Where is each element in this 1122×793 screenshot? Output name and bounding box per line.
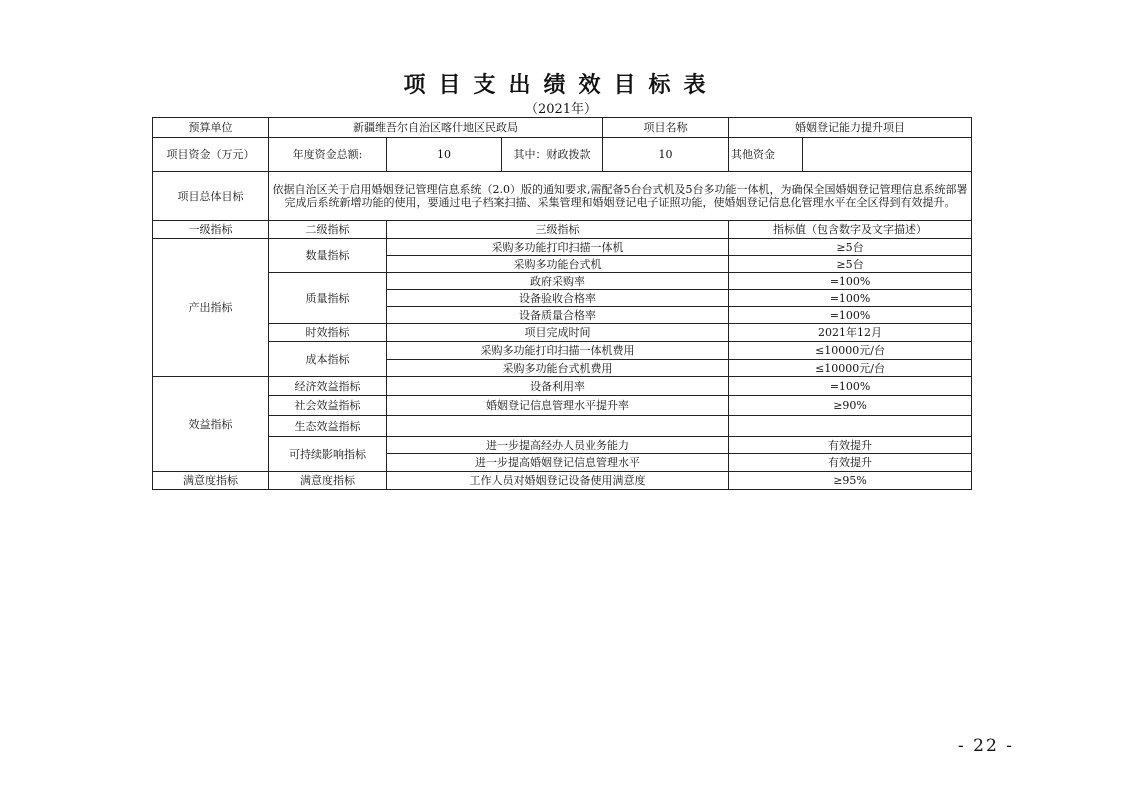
table-row — [153, 377, 972, 396]
indicator-cell: 设备利用率 — [387, 377, 729, 396]
indicator-cell: 项目完成时间 — [387, 324, 729, 342]
value-header: 指标值（包含数字及文字描述） — [729, 221, 972, 239]
level2-quality: 质量指标 — [269, 273, 387, 324]
indicator-cell: 进一步提高婚姻登记信息管理水平 — [387, 454, 729, 472]
indicator-cell: 采购多功能打印扫描一体机 — [387, 239, 729, 256]
other-funds-value — [803, 138, 972, 172]
table-row — [153, 239, 972, 256]
table-row — [153, 437, 972, 454]
budget-unit-value: 新疆维吾尔自治区喀什地区民政局 — [269, 118, 603, 138]
goal-row — [153, 172, 972, 221]
indicator-cell: 进一步提高经办人员业务能力 — [387, 437, 729, 454]
performance-table — [152, 117, 972, 490]
level2-header: 二级指标 — [269, 221, 387, 239]
value-cell: 有效提升 — [729, 454, 972, 472]
annual-total-value: 10 — [387, 138, 502, 172]
table-row — [153, 396, 972, 416]
indicator-cell: 政府采购率 — [387, 273, 729, 290]
value-cell: 有效提升 — [729, 437, 972, 454]
fiscal-label: 其中：财政拨款 — [502, 138, 603, 172]
value-cell: =100% — [729, 377, 972, 396]
indicator-cell: 设备质量合格率 — [387, 307, 729, 324]
level2-sustainable: 可持续影响指标 — [269, 437, 387, 472]
indicator-cell: 工作人员对婚姻登记设备使用满意度 — [387, 472, 729, 490]
value-cell: ≤10000元/台 — [729, 342, 972, 360]
other-funds-label: 其他资金 — [729, 138, 803, 172]
page-number: - 22 - — [958, 736, 1014, 756]
level2-economic: 经济效益指标 — [269, 377, 387, 396]
project-name-value: 婚姻登记能力提升项目 — [729, 118, 972, 138]
goal-text: 依据自治区关于启用婚姻登记管理信息系统（2.0）版的通知要求,需配备5台台式机及5台多功能一体机，为确保全国婚姻登记管理信息系统部署完成后系统新增功能的使用，要通过电子档案扫描、采集管理和婚姻登记电子证照功能，使婚姻登记信息化管理水平在全区得到有效提升。 — [269, 172, 972, 221]
value-cell: =100% — [729, 273, 972, 290]
value-cell: ≥5台 — [729, 239, 972, 256]
indicator-header-row — [153, 221, 972, 239]
indicator-cell: 采购多功能台式机费用 — [387, 360, 729, 377]
value-cell: ≥90% — [729, 396, 972, 416]
value-cell: ≥5台 — [729, 256, 972, 273]
funds-label: 项目资金（万元） — [153, 138, 269, 172]
indicator-cell: 采购多功能台式机 — [387, 256, 729, 273]
funds-row — [153, 138, 972, 172]
level1-header: 一级指标 — [153, 221, 269, 239]
table-row — [153, 324, 972, 342]
value-cell: =100% — [729, 290, 972, 307]
table-row — [153, 416, 972, 437]
value-cell — [729, 416, 972, 437]
level2-cost: 成本指标 — [269, 342, 387, 377]
annual-total-label: 年度资金总额: — [269, 138, 387, 172]
goal-label: 项目总体目标 — [153, 172, 269, 221]
table-row — [153, 273, 972, 290]
level1-benefit: 效益指标 — [153, 377, 269, 472]
value-cell: =100% — [729, 307, 972, 324]
indicator-cell: 设备验收合格率 — [387, 290, 729, 307]
value-cell: ≤10000元/台 — [729, 360, 972, 377]
fiscal-value: 10 — [603, 138, 729, 172]
table-row — [153, 472, 972, 490]
level1-satisfaction: 满意度指标 — [153, 472, 269, 490]
table-row — [153, 342, 972, 360]
project-name-label: 项目名称 — [603, 118, 729, 138]
level2-quantity: 数量指标 — [269, 239, 387, 273]
year-subtitle: （2021年） — [524, 102, 598, 117]
indicator-cell — [387, 416, 729, 437]
level2-social: 社会效益指标 — [269, 396, 387, 416]
budget-unit-row — [153, 118, 972, 138]
page-title: 项目支出绩效目标表 — [403, 73, 719, 98]
value-cell: ≥95% — [729, 472, 972, 490]
budget-unit-label: 预算单位 — [153, 118, 269, 138]
value-cell: 2021年12月 — [729, 324, 972, 342]
level3-header: 三级指标 — [387, 221, 729, 239]
level1-output: 产出指标 — [153, 239, 269, 377]
indicator-cell: 采购多功能打印扫描一体机费用 — [387, 342, 729, 360]
level2-ecological: 生态效益指标 — [269, 416, 387, 437]
indicator-cell: 婚姻登记信息管理水平提升率 — [387, 396, 729, 416]
level2-satisfaction: 满意度指标 — [269, 472, 387, 490]
level2-timeliness: 时效指标 — [269, 324, 387, 342]
